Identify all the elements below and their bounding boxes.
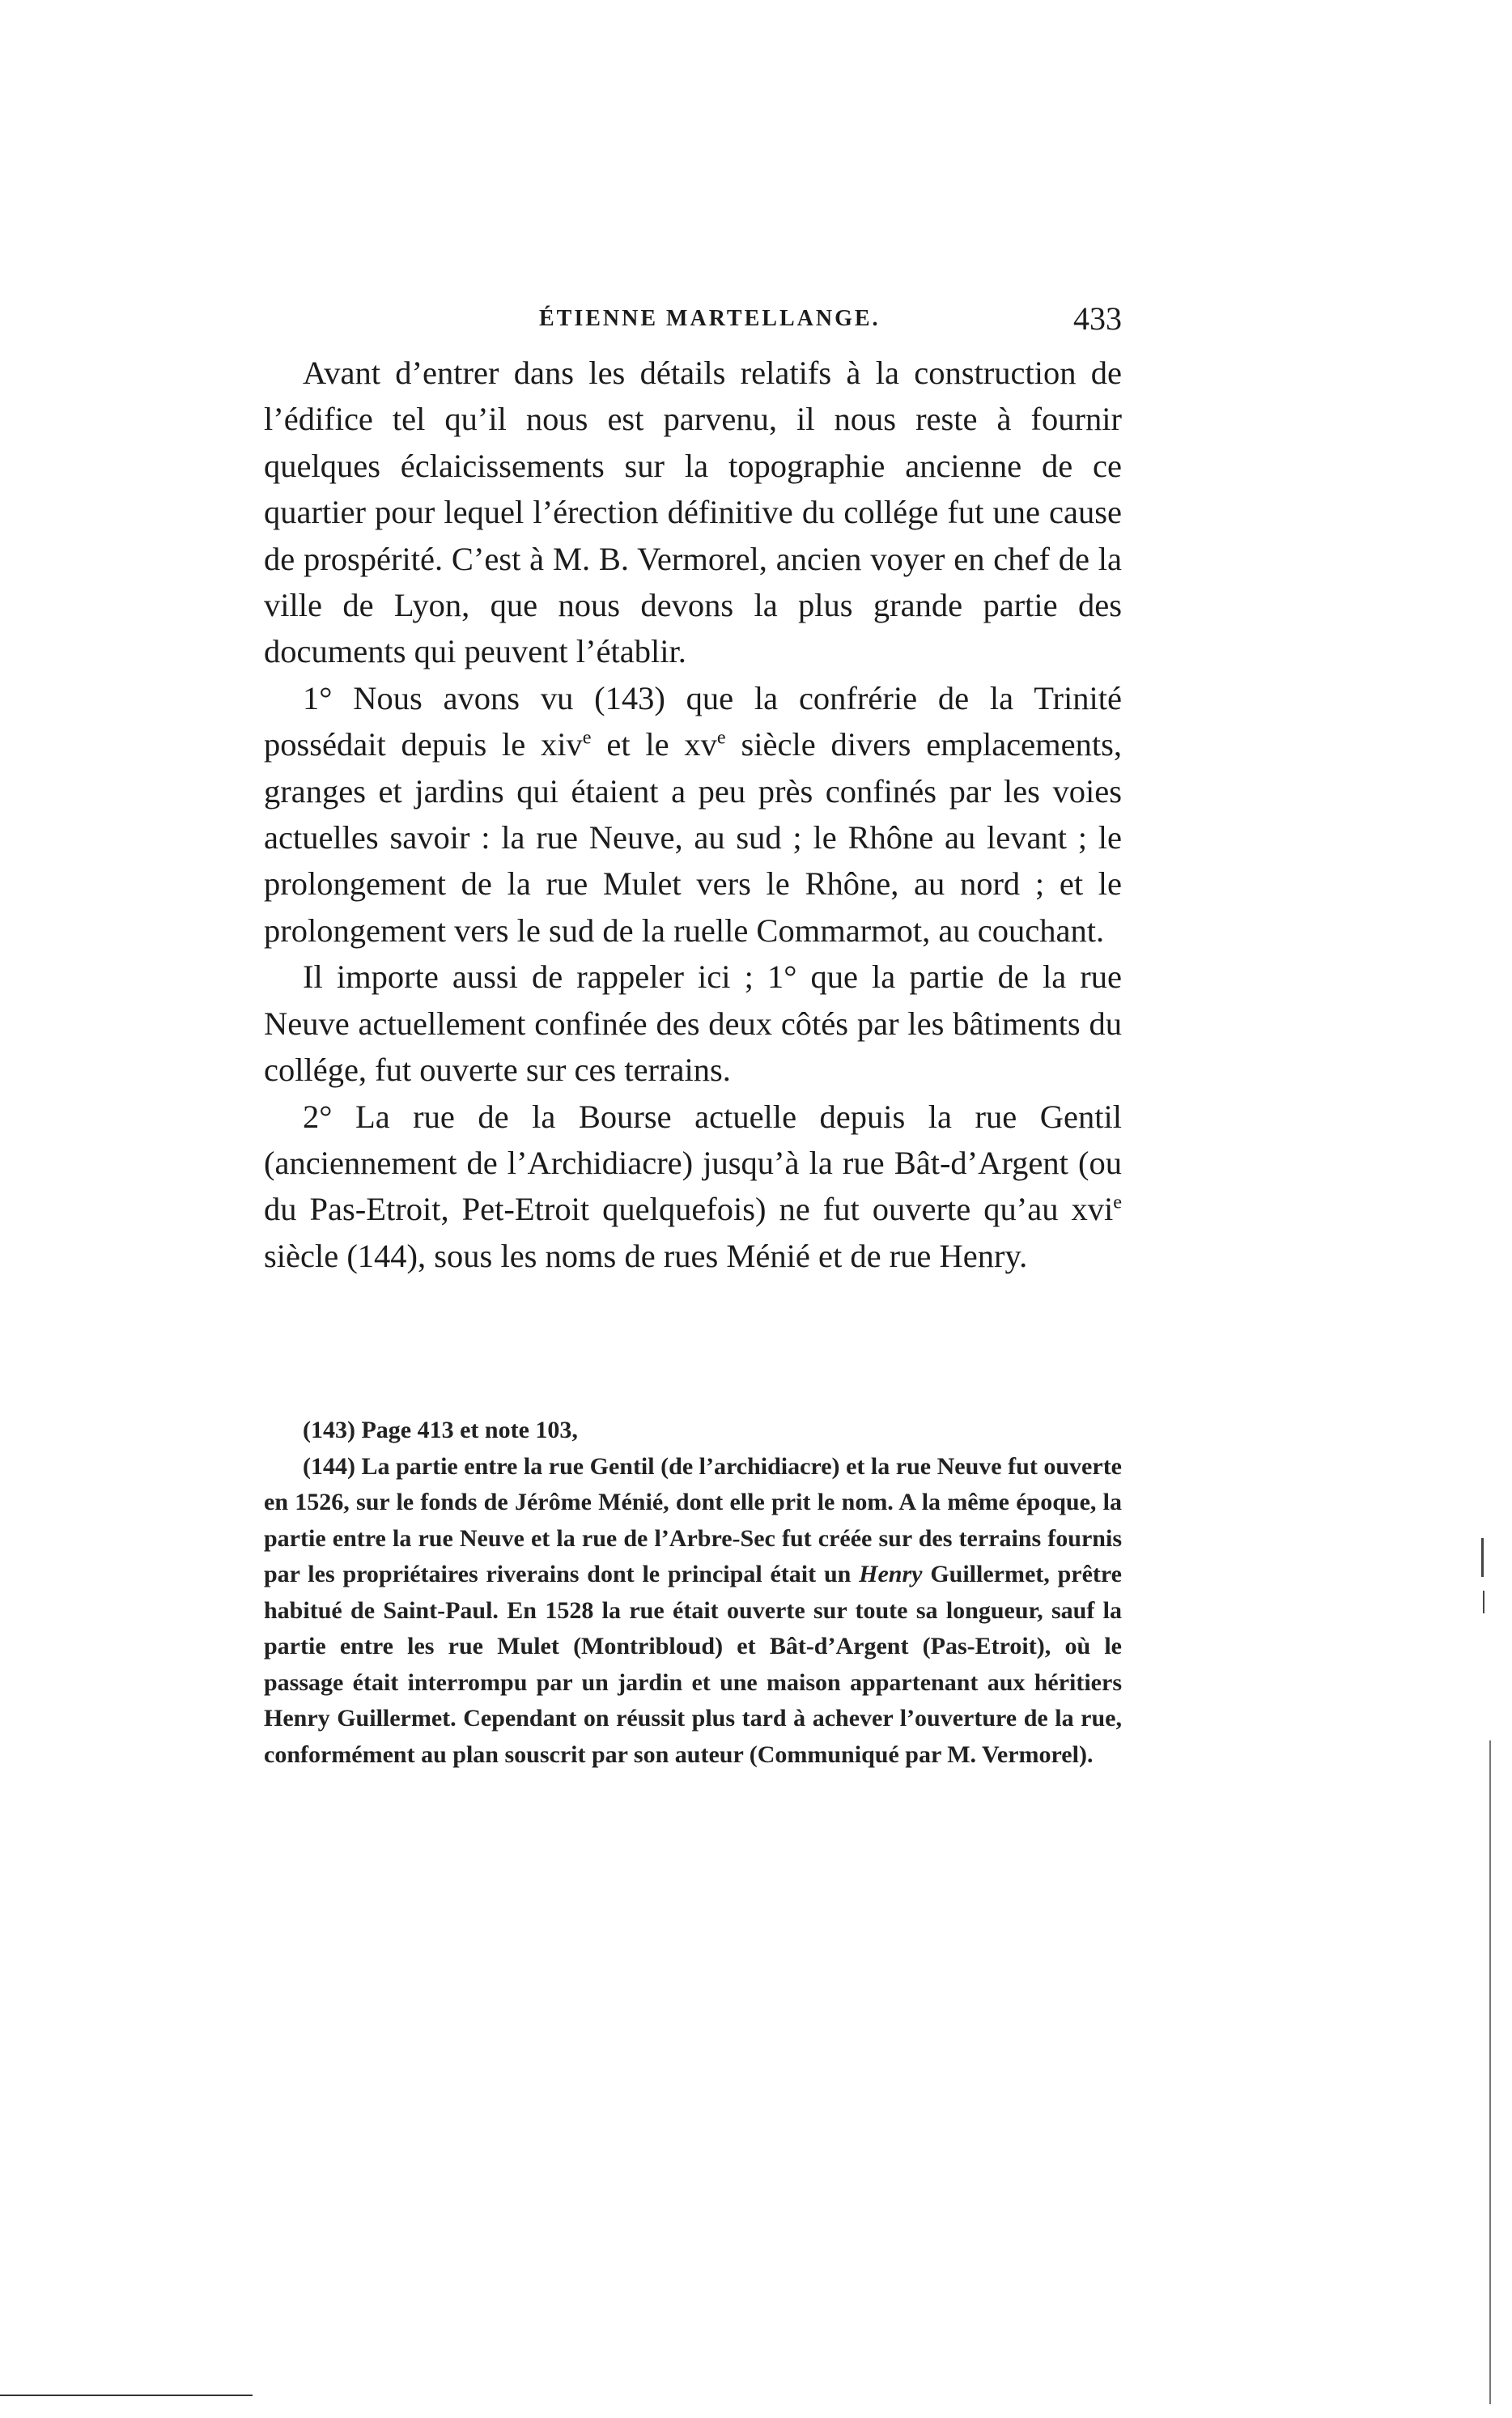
text-run: Guillermet, prêtre habitué de Saint-Paul. En 1528 la rue était ouverte sur toute sa longueur, sauf la partie entre les rue Mulet (Montribloud) et Bât-d’Argent (Pas-Etroit), où le passage était interrompu par un jardin et une maison appartenant aux héritiers Henry Guillermet. Cependant on réussit plus tard à achever l’ouverture de la rue, conformément au plan souscrit par son auteur (Communiqué par M. Vermorel). [264, 1561, 1122, 1768]
text-run: (144) La partie entre la rue Gentil (de l’archidiacre) et la rue Neuve fut ouverte en 1526, sur le fonds de Jérôme Ménié, dont elle prit le nom. A la même époque, la partie entre la rue Neuve et la rue de l’Arbre-Sec fut créée sur des terrains fournis par les propriétaires riverains dont le principal était un [264, 1452, 1122, 1587]
main-text [264, 350, 1122, 1279]
margin-mark [1481, 1538, 1484, 1577]
superscript: e [716, 726, 726, 749]
italic-name: Henry [859, 1561, 923, 1587]
margin-mark [1483, 1591, 1484, 1613]
footnote-144 [264, 1449, 1122, 1774]
text-run: siècle (144), sous les noms de rues Ménié et de rue Henry. [264, 1237, 1028, 1274]
margin-mark [1489, 1740, 1491, 2404]
running-title: ÉTIENNE MARTELLANGE. [539, 306, 881, 331]
text-run: et le xv [591, 726, 717, 763]
superscript: e [582, 726, 592, 749]
text-run: 1° Nous avons vu (143) que la confrérie de la Trinité possédait depuis le xiv [264, 679, 1122, 763]
text-run: 2° La rue de la Bourse actuelle depuis la rue Gentil (anciennement de l’Archidiacre) jusqu’à la rue Bât-d’Argent (ou du Pas-Etroit, Pet-Etroit quelquefois) ne fut ouverte qu’au xvi [264, 1098, 1122, 1228]
text-run: siècle divers emplacements, granges et jardins qui étaient a peu près confinés par les voies actuelles savoir : la rue Neuve, au sud ; le Rhône au levant ; le prolongement de la rue Mulet vers le Rhône, au nord ; et le prolongement vers le sud de la ruelle Commarmot, au couchant. [264, 726, 1122, 949]
paragraph: Il importe aussi de rappeler ici ; 1° que la partie de la rue Neuve actuellement confinée des deux côtés par les bâtiments du collége, fut ouverte sur ces terrains. [264, 958, 1122, 1089]
footnote-143: (143) Page 413 et note 103, [303, 1417, 578, 1443]
paragraph [264, 1094, 1122, 1280]
page-number: 433 [1073, 300, 1122, 337]
bottom-rule [0, 2395, 253, 2396]
footnotes [264, 1413, 1122, 1773]
superscript: e [1113, 1191, 1122, 1213]
page-header [288, 300, 1122, 348]
paragraph [264, 675, 1122, 954]
paragraph: Avant d’entrer dans les détails relatifs à la construction de l’édifice tel qu’il nous est parvenu, il nous reste à fournir quelques éclaicissements sur la topographie ancienne de ce quartier pour lequel l’érection définitive du collége fut une cause de prospérité. C’est à M. B. Vermorel, ancien voyer en chef de la ville de Lyon, que nous devons la plus grande partie des documents qui peuvent l’établir. [264, 355, 1122, 670]
